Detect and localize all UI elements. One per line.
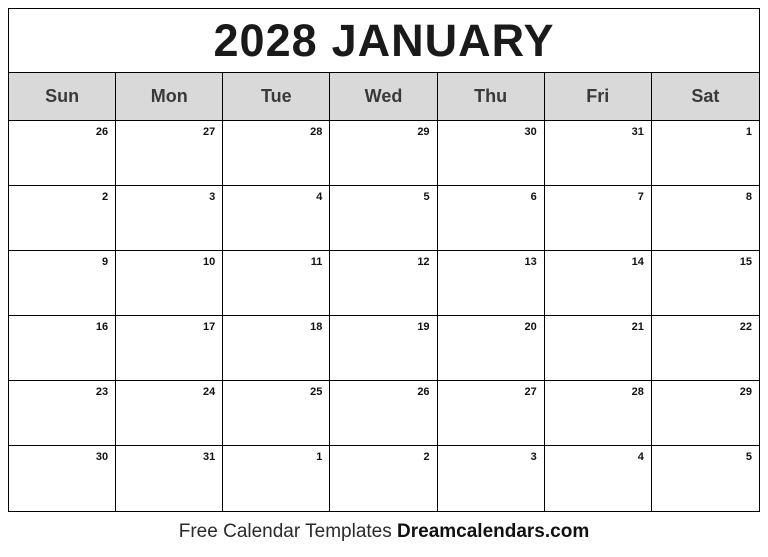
day-number: 15: [739, 256, 752, 268]
day-number: 22: [739, 321, 752, 333]
day-number: 18: [310, 321, 323, 333]
title-month: JANUARY: [331, 14, 555, 66]
day-number: 8: [745, 191, 752, 203]
footer-brand: Dreamcalendars.com: [397, 521, 590, 542]
day-cell[interactable]: [438, 446, 545, 511]
day-cell[interactable]: [116, 446, 223, 511]
day-cell[interactable]: [545, 446, 652, 511]
day-number: 1: [316, 451, 323, 463]
footer-credit: [0, 521, 768, 543]
day-cell[interactable]: [652, 186, 759, 251]
day-cell[interactable]: [438, 251, 545, 316]
day-number: 2: [102, 191, 109, 203]
day-number: 7: [637, 191, 644, 203]
day-number: 19: [417, 321, 430, 333]
day-cell[interactable]: [330, 446, 437, 511]
day-cell[interactable]: [652, 446, 759, 511]
day-cell[interactable]: [545, 381, 652, 446]
day-number: 5: [423, 191, 430, 203]
day-number: 3: [209, 191, 216, 203]
day-cell[interactable]: [330, 186, 437, 251]
day-number: 14: [631, 256, 644, 268]
day-cell[interactable]: [438, 186, 545, 251]
day-cell[interactable]: [223, 121, 330, 186]
calendar-grid: [9, 121, 759, 511]
day-number: 31: [203, 451, 216, 463]
day-number: 12: [417, 256, 430, 268]
day-number: 28: [631, 386, 644, 398]
day-cell[interactable]: [545, 316, 652, 381]
day-number: 6: [530, 191, 537, 203]
day-number: 13: [524, 256, 537, 268]
footer-text: Free Calendar Templates: [178, 521, 398, 542]
day-cell[interactable]: [223, 446, 330, 511]
day-cell[interactable]: [116, 381, 223, 446]
day-number: 23: [95, 386, 109, 398]
page-title: [214, 15, 555, 67]
day-cell[interactable]: [545, 121, 652, 186]
day-cell[interactable]: [223, 251, 330, 316]
day-cell[interactable]: [116, 121, 223, 186]
day-number: 11: [310, 256, 323, 268]
day-cell[interactable]: [116, 316, 223, 381]
day-cell[interactable]: [652, 381, 759, 446]
day-number: 30: [95, 451, 109, 463]
day-number: 4: [316, 191, 323, 203]
calendar-title-row: [9, 9, 759, 73]
day-number: 21: [631, 321, 644, 333]
day-number: 26: [417, 386, 430, 398]
day-number: 3: [530, 451, 537, 463]
day-cell[interactable]: [652, 316, 759, 381]
day-number: 1: [745, 126, 752, 138]
day-cell[interactable]: [330, 316, 437, 381]
day-cell[interactable]: [438, 121, 545, 186]
day-number: 16: [95, 321, 109, 333]
weekday-wed: Wed: [330, 73, 437, 120]
day-number: 26: [95, 126, 109, 138]
day-number: 29: [739, 386, 752, 398]
day-number: 10: [203, 256, 216, 268]
day-number: 27: [203, 126, 216, 138]
weekday-tue: Tue: [223, 73, 330, 120]
day-cell[interactable]: [330, 121, 437, 186]
day-cell[interactable]: [545, 251, 652, 316]
day-number: 4: [637, 451, 644, 463]
day-number: 31: [631, 126, 644, 138]
day-cell[interactable]: [330, 381, 437, 446]
weekday-thu: Thu: [438, 73, 545, 120]
weekday-sat: Sat: [691, 86, 720, 106]
day-cell[interactable]: [9, 446, 116, 511]
day-number: 30: [524, 126, 537, 138]
day-number: 5: [745, 451, 752, 463]
day-cell[interactable]: [652, 121, 759, 186]
day-cell[interactable]: [116, 251, 223, 316]
day-cell[interactable]: [438, 381, 545, 446]
day-cell[interactable]: [330, 251, 437, 316]
day-cell[interactable]: [9, 251, 116, 316]
calendar-table: [8, 8, 760, 512]
day-cell[interactable]: [9, 186, 116, 251]
day-cell[interactable]: [9, 316, 116, 381]
weekday-header-row: [9, 73, 759, 121]
day-cell[interactable]: [545, 186, 652, 251]
day-number: 20: [524, 321, 537, 333]
weekday-mon: Mon: [116, 73, 223, 120]
day-cell[interactable]: [223, 186, 330, 251]
day-cell[interactable]: [9, 121, 116, 186]
day-cell[interactable]: [223, 381, 330, 446]
day-cell[interactable]: [116, 186, 223, 251]
day-number: 27: [524, 386, 537, 398]
weekday-sun: Sun: [9, 73, 116, 120]
day-cell[interactable]: [9, 381, 116, 446]
day-number: 29: [417, 126, 430, 138]
title-year: 2028: [213, 14, 318, 66]
day-number: 2: [423, 451, 430, 463]
day-cell[interactable]: [223, 316, 330, 381]
day-number: 25: [310, 386, 323, 398]
day-number: 24: [203, 386, 216, 398]
day-number: 9: [102, 256, 109, 268]
day-cell[interactable]: [652, 251, 759, 316]
weekday-fri: Fri: [545, 73, 652, 120]
day-cell[interactable]: [438, 316, 545, 381]
day-number: 28: [310, 126, 323, 138]
day-number: 17: [203, 321, 216, 333]
